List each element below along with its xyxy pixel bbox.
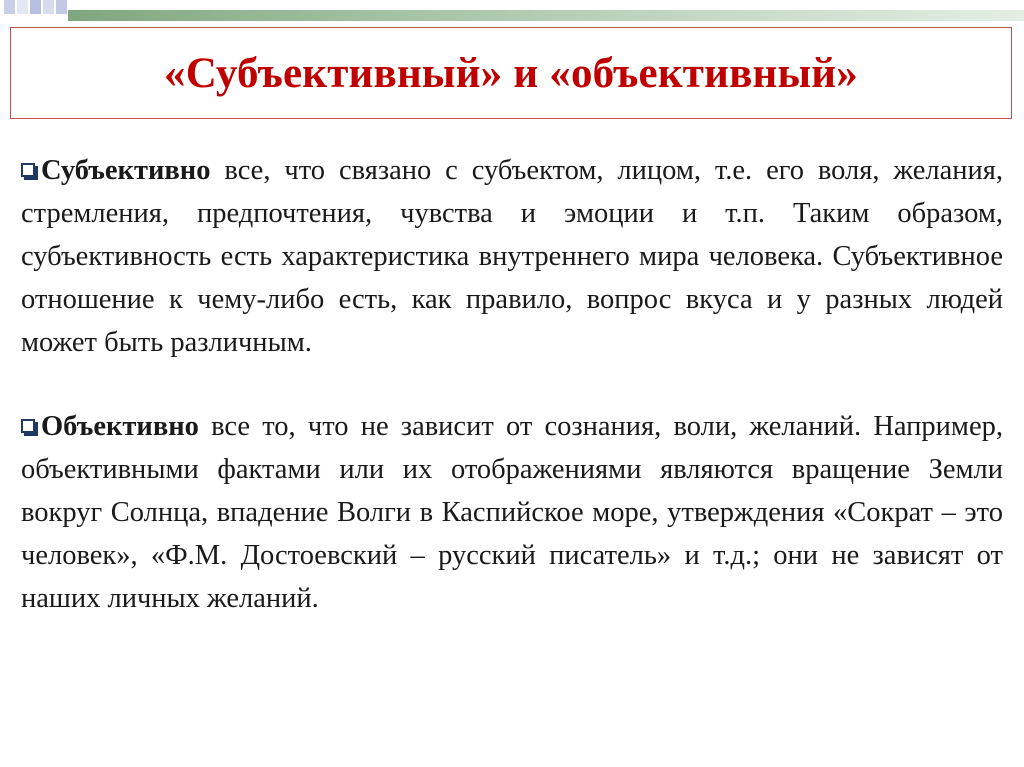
slide-content: [21, 149, 1003, 620]
hollow-square-bullet-icon: [21, 163, 35, 177]
slide-title: «Субъективный» и «объективный»: [164, 49, 858, 97]
definition-objective: все то, что не зависит от сознания, воли, желаний. Например, объективными фактами или их отображениями являются вращение Земли вокруг Солнца, впадение Волги в Каспийское море, утверждения «Сократ – это человек», «Ф.М. Достоевский – русский писатель» и т.д.; они не зависят от наших личных желаний.: [21, 411, 1003, 614]
slide-title-box: [10, 27, 1012, 119]
hollow-square-bullet-icon: [21, 419, 35, 433]
decorative-header-strip: [0, 0, 1024, 22]
decorative-square: [30, 0, 41, 14]
decorative-gradient-bar: [68, 10, 1024, 21]
term-objective: Объективно: [41, 411, 199, 442]
bullet-paragraph-objective: [21, 405, 1003, 620]
decorative-square: [43, 0, 54, 14]
decorative-square: [4, 0, 15, 14]
bullet-paragraph-subjective: [21, 149, 1003, 364]
decorative-square: [17, 0, 28, 14]
decorative-square: [56, 0, 67, 14]
term-subjective: Субъективно: [41, 155, 211, 186]
definition-subjective: все, что связано с субъектом, лицом, т.е. его воля, желания, стремления, предпочтения, чувства и эмоции и т.п. Таким образом, субъективность есть характеристика внутреннего мира человека. Субъективное отношение к чему-либо есть, как правило, вопрос вкуса и у разных людей может быть различным.: [21, 155, 1003, 358]
